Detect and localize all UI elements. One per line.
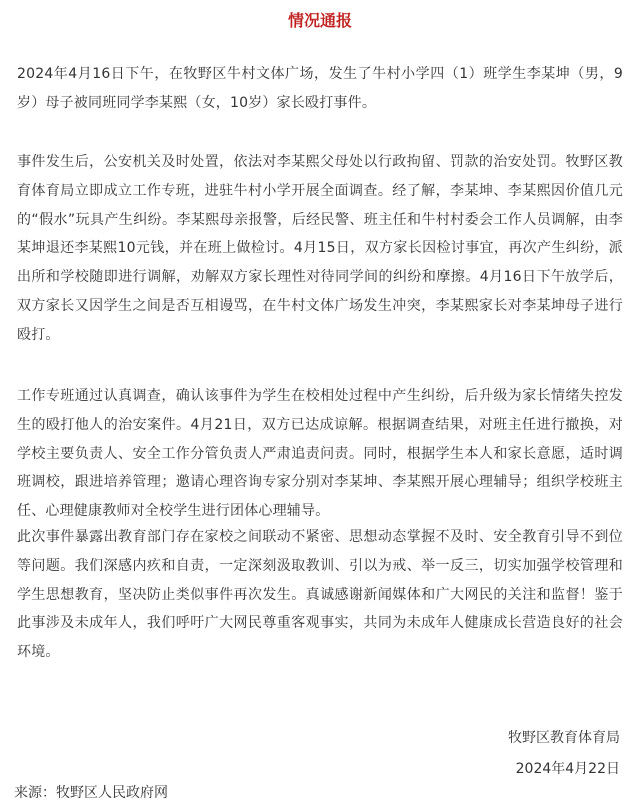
- paragraph-investigation: 工作专班通过认真调查，确认该事件为学生在校相处过程中产生纠纷，后升级为家长情绪失控发生的殴打他人的治安案件。4月21日，双方已达成谅解。根据调查结果，对班主任进行撤换，对学校主要负责人、安全工作分管负责人严肃追责问责。同时，根据学生本人和家长意愿，适时调班调校，跟进培养管理；邀请心理咨询专家分别对李某坤、李某熙开展心理辅导；组织学校班主任、心理健康教师对全校学生进行团体心理辅导。: [17, 388, 623, 520]
- signature-date: 2024年4月22日: [515, 761, 620, 777]
- paragraph-handling: 事件发生后，公安机关及时处置，依法对李某熙父母处以行政拘留、罚款的治安处罚。牧野区教育体育局立即成立工作专班，进驻牛村小学开展全面调查。经了解，李某坤、李某熙因价值几元的“假水”玩具产生纠纷。李某熙母亲报警，后经民警、班主任和牛村村委会工作人员调解，由李某坤退还李某熙10元钱，并在班上做检讨。4月15日，双方家长因检讨事宜，再次产生纠纷，派出所和学校随即进行调解，劝解双方家长理性对待同学间的纠纷和摩擦。4月16日下午放学后，双方家长又因学生之间是否互相谩骂，在牛村文体广场发生冲突，李某熙家长对李某坤母子进行殴打。: [17, 154, 623, 343]
- paragraph-reflection: 此次事件暴露出教育部门存在家校之间联动不紧密、思想动态掌握不及时、安全教育引导不到位等问题。我们深感内疚和自责，一定深刻汲取教训、引以为戒、举一反三，切实加强学校管理和学生思想教育，坚决防止类似事件再次发生。真诚感谢新闻媒体和广大网民的关注和监督！鉴于此事涉及未成年人，我们呼吁广大网民尊重客观事实，共同为未成年人健康成长营造良好的社会环境。: [17, 529, 623, 661]
- paragraph-incident: 2024年4月16日下午，在牧野区牛村文体广场，发生了牛村小学四（1）班学生李某坤（男，9岁）母子被同班同学李某熙（女，10岁）家长殴打事件。: [17, 66, 623, 111]
- signature-organization: 牧野区教育体育局: [508, 730, 620, 746]
- notice-title: 情况通报: [287, 11, 352, 30]
- source-line: 来源：牧野区人民政府网: [14, 785, 168, 801]
